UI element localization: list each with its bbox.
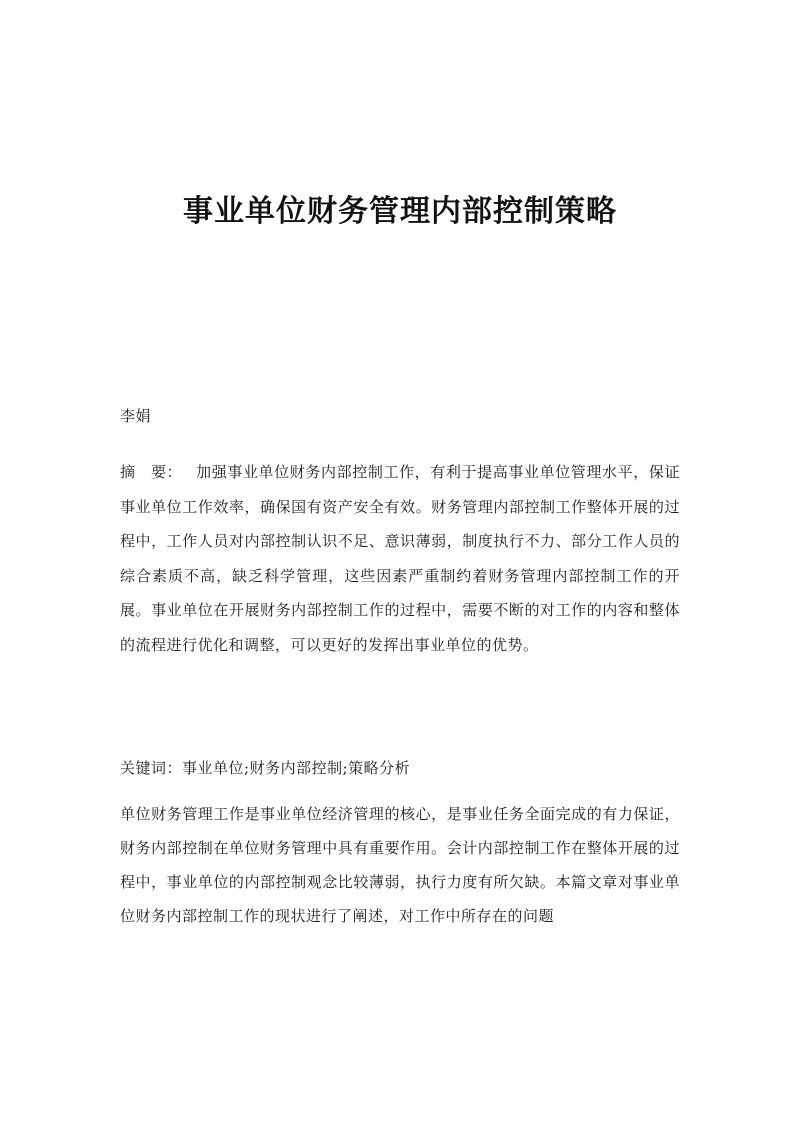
keywords-label: 关键词： bbox=[120, 759, 183, 777]
abstract-label: 摘 要： bbox=[120, 463, 183, 481]
keywords-line bbox=[120, 754, 680, 782]
author-name: 李娟 bbox=[120, 407, 152, 425]
body-paragraph: 单位财务管理工作是事业单位经济管理的核心，是事业任务全面完成的有力保证，财务内部控制在单位财务管理中具有重要作用。会计内部控制工作在整体开展的过程中，事业单位的内部控制观念比较薄弱，执行力度有所欠缺。本篇文章对事业单位财务内部控制工作的现状进行了阐述，对工作中所存在的问题 bbox=[120, 805, 680, 925]
document-title: 事业单位财务管理内部控制策略 bbox=[183, 194, 617, 229]
abstract-text: 加强事业单位财务内部控制工作，有利于提高事业单位管理水平，保证事业单位工作效率，确保国有资产安全有效。财务管理内部控制工作整体开展的过程中，工作人员对内部控制认识不足、意识薄弱，制度执行不力、部分工作人员的综合素质不高，缺乏科学管理，这些因素严重制约着财务管理内部控制工作的开展。事业单位在开展财务内部控制工作的过程中，需要不断的对工作的内容和整体的流程进行优化和调整，可以更好的发挥出事业单位的优势。 bbox=[120, 463, 680, 654]
abstract-paragraph bbox=[120, 455, 680, 662]
keywords-text: 事业单位;财务内部控制;策略分析 bbox=[182, 759, 411, 777]
